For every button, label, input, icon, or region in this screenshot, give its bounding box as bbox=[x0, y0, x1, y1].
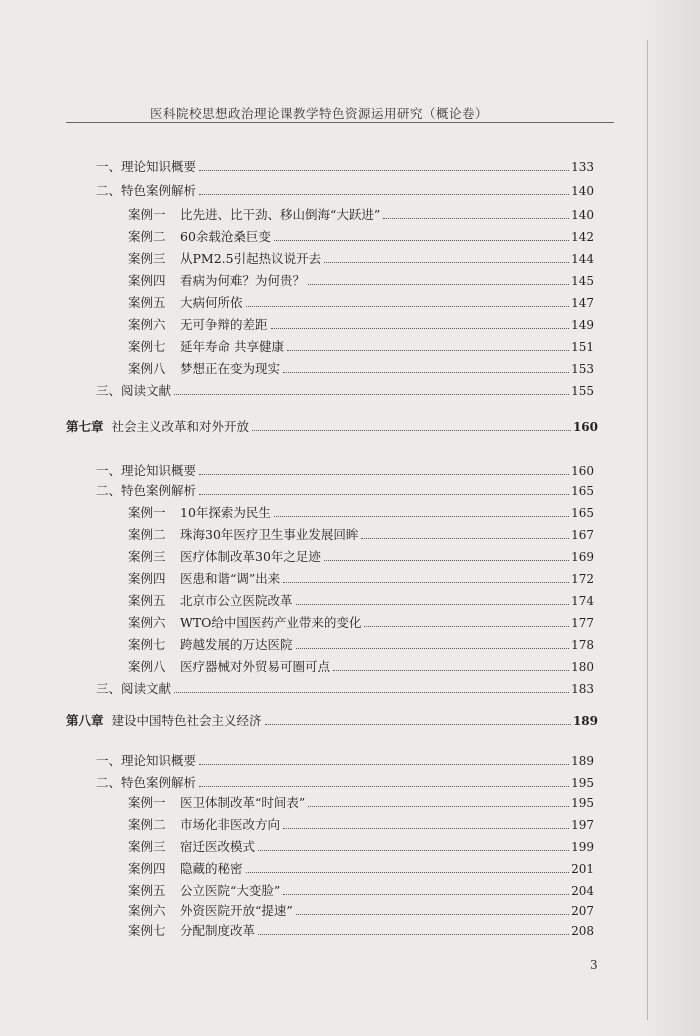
running-header: 医科院校思想政治理论课教学特色资源运用研究（概论卷） bbox=[150, 106, 489, 121]
toc-entry-case[interactable]: 案例一 医卫体制改革“时间表” 195 bbox=[128, 795, 594, 810]
toc-entry-case[interactable]: 案例一 比先进、比干劲、移山倒海“大跃进” 140 bbox=[128, 207, 594, 222]
page-edge-shadow bbox=[640, 0, 700, 1036]
header-rule bbox=[66, 122, 614, 123]
toc-entry-case[interactable]: 案例四 看病为何难？为何贵？ 145 bbox=[128, 273, 594, 288]
toc-entry-case[interactable]: 案例六 外资医院开放“提速” 207 bbox=[128, 903, 594, 918]
toc-chapter-7[interactable]: 第七章 社会主义改革和对外开放 160 bbox=[66, 419, 598, 434]
toc-entry-theory[interactable]: 一、理论知识概要 133 bbox=[96, 159, 594, 174]
toc-entry-case[interactable]: 案例三 医疗体制改革30年之足迹 169 bbox=[128, 549, 594, 564]
toc-entry-case[interactable]: 案例八 梦想正在变为现实 153 bbox=[128, 361, 594, 376]
toc-entry-case[interactable]: 案例五 公立医院“大变脸” 204 bbox=[128, 883, 594, 898]
toc-entry-case[interactable]: 案例五 北京市公立医院改革 174 bbox=[128, 593, 594, 608]
toc-entry-cases[interactable]: 二、特色案例解析 195 bbox=[96, 775, 594, 790]
toc-entry-case[interactable]: 案例三 宿迁医改模式 199 bbox=[128, 839, 594, 854]
toc-entry-case[interactable]: 案例二 市场化非医改方向 197 bbox=[128, 817, 594, 832]
toc-entry-reading[interactable]: 三、阅读文献 183 bbox=[96, 681, 594, 696]
toc-entry-case[interactable]: 案例六 无可争辩的差距 149 bbox=[128, 317, 594, 332]
toc-entry-theory[interactable]: 一、理论知识概要 189 bbox=[96, 753, 594, 768]
toc-entry-case[interactable]: 案例二 60余载沧桑巨变 142 bbox=[128, 229, 594, 244]
toc-entry-case[interactable]: 案例四 隐藏的秘密 201 bbox=[128, 861, 594, 876]
toc-entry-case[interactable]: 案例四 医患和谐“调”出来 172 bbox=[128, 571, 594, 586]
page-number: 3 bbox=[590, 958, 598, 972]
toc-entry-case[interactable]: 案例五 大病何所依 147 bbox=[128, 295, 594, 310]
toc-entry-case[interactable]: 案例六 WTO给中国医药产业带来的变化 177 bbox=[128, 615, 594, 630]
page-edge-line bbox=[647, 40, 648, 1020]
toc-entry-case[interactable]: 案例七 跨越发展的万达医院 178 bbox=[128, 637, 594, 652]
toc-entry-cases[interactable]: 二、特色案例解析 165 bbox=[96, 483, 594, 498]
toc-entry-case[interactable]: 案例三 从PM2.5引起热议说开去 144 bbox=[128, 251, 594, 266]
toc-entry-reading[interactable]: 三、阅读文献 155 bbox=[96, 383, 594, 398]
toc-chapter-8[interactable]: 第八章 建设中国特色社会主义经济 189 bbox=[66, 713, 598, 728]
toc-entry-cases[interactable]: 二、特色案例解析 140 bbox=[96, 183, 594, 198]
toc-entry-case[interactable]: 案例一 10年探索为民生 165 bbox=[128, 505, 594, 520]
toc-entry-case[interactable]: 案例八 医疗器械对外贸易可圈可点 180 bbox=[128, 659, 594, 674]
toc-entry-case[interactable]: 案例七 延年寿命 共享健康 151 bbox=[128, 339, 594, 354]
toc-entry-case[interactable]: 案例七 分配制度改革 208 bbox=[128, 923, 594, 938]
toc-entry-case[interactable]: 案例二 珠海30年医疗卫生事业发展回眸 167 bbox=[128, 527, 594, 542]
toc-entry-theory[interactable]: 一、理论知识概要 160 bbox=[96, 463, 594, 478]
